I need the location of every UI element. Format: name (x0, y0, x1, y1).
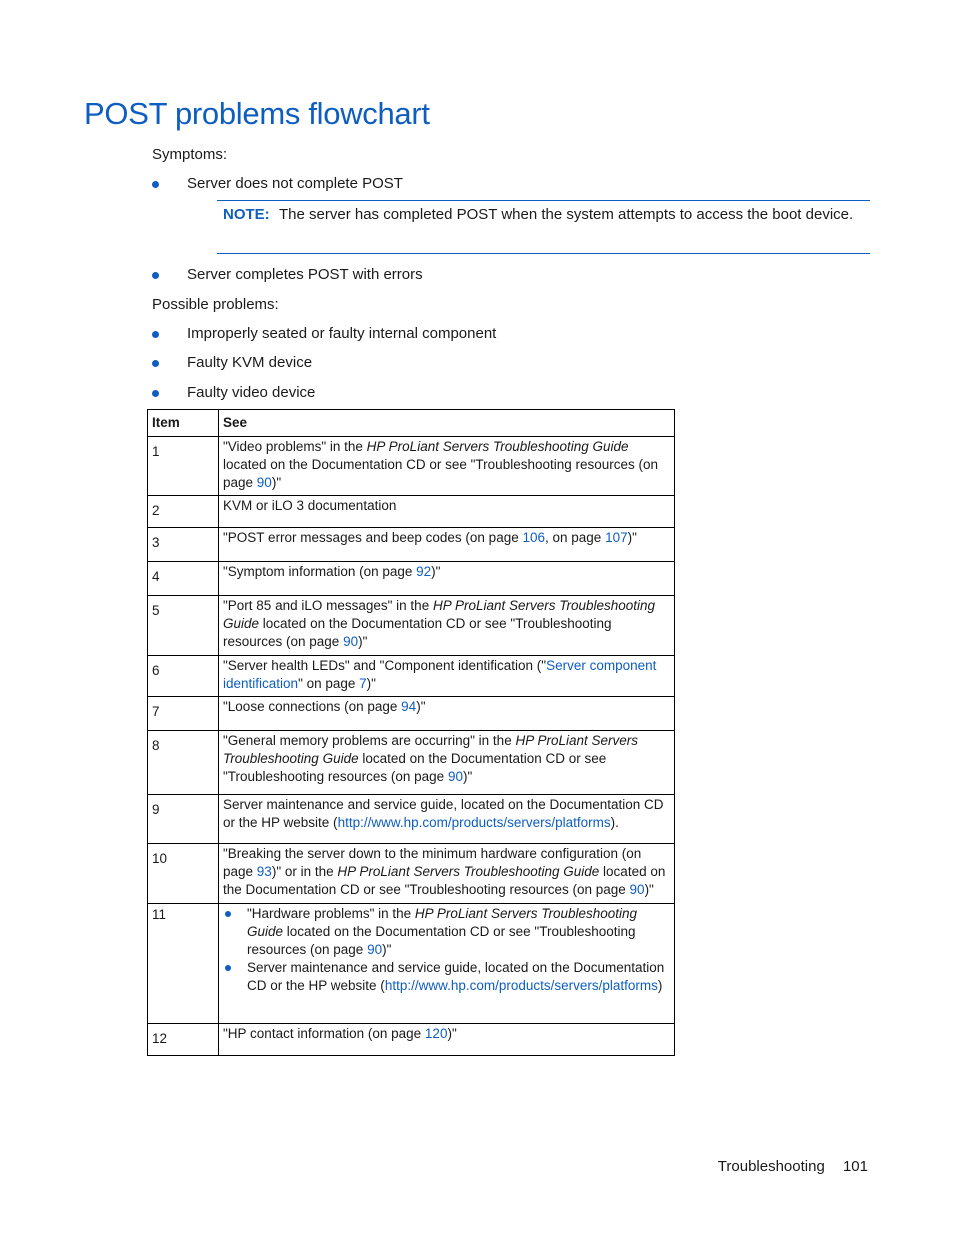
cell-text: located on the Documentation CD or see "Troubleshooting resources (on page (223, 864, 666, 897)
see-reference (219, 795, 675, 844)
cell-text: located on the Documentation CD or see "Troubleshooting resources (on page (223, 751, 607, 784)
item-number: 5 (148, 596, 219, 656)
bullet-icon (152, 390, 159, 397)
page-link[interactable]: http://www.hp.com/products/servers/platforms (384, 978, 658, 993)
see-reference (219, 844, 675, 904)
see-reference (219, 496, 675, 528)
cell-text: KVM or iLO 3 documentation (223, 498, 397, 513)
footer-section: Troubleshooting (717, 1158, 825, 1175)
cell-text: "Loose connections (on page (223, 699, 402, 714)
cell-text: "Hardware problems" in the (247, 906, 415, 921)
item-number: 6 (148, 656, 219, 697)
see-reference (219, 528, 675, 562)
page-link[interactable]: http://www.hp.com/products/servers/platforms (337, 815, 611, 830)
item-number: 11 (148, 904, 219, 1024)
item-number: 7 (148, 697, 219, 731)
table-row (148, 437, 675, 496)
page-link[interactable]: 106 (522, 530, 545, 545)
table-row (148, 731, 675, 795)
item-number: 12 (148, 1024, 219, 1056)
guide-title: HP ProLiant Servers Troubleshooting Guide (247, 906, 638, 939)
item-number: 9 (148, 795, 219, 844)
table-row (148, 656, 675, 697)
see-reference (219, 656, 675, 697)
symptoms-label: Symptoms: (152, 146, 228, 163)
bullet-icon (152, 331, 159, 338)
cell-text: ) (657, 978, 663, 993)
problem-text: Faulty video device (187, 384, 316, 401)
cell-text: "Server health LEDs" and "Component identification (" (223, 658, 547, 673)
list-item (223, 905, 670, 959)
cell-text: "General memory problems are occurring" in the (223, 733, 516, 748)
table-row (148, 562, 675, 596)
bullet-icon (152, 360, 159, 367)
page-link[interactable]: 90 (447, 769, 463, 784)
cell-text: )" (416, 699, 426, 714)
page-footer (718, 1158, 868, 1175)
cell-text: )" (462, 769, 473, 784)
see-reference (219, 437, 675, 496)
see-reference (219, 697, 675, 731)
cell-text: "Video problems" in the (223, 439, 367, 454)
bullet-icon (152, 272, 159, 279)
table-row (148, 795, 675, 844)
cell-text: )" (358, 634, 368, 649)
table-row (148, 1024, 675, 1056)
cell-text: )" (431, 564, 441, 579)
note-label: NOTE: (223, 206, 270, 223)
cell-text: , on page (545, 530, 606, 545)
page-link[interactable]: 7 (359, 676, 367, 691)
page-link[interactable]: 93 (256, 864, 272, 879)
problem-text: Faulty KVM device (187, 354, 313, 371)
page-link[interactable]: 90 (343, 634, 359, 649)
see-reference (219, 731, 675, 795)
cell-text: )" (627, 530, 637, 545)
see-reference (219, 562, 675, 596)
table-header-row (148, 410, 675, 437)
table-row (148, 496, 675, 528)
table-row (148, 697, 675, 731)
guide-title: HP ProLiant Servers Troubleshooting Guide (337, 864, 600, 879)
cell-text: )" (644, 882, 654, 897)
cell-text: ). (610, 815, 619, 830)
item-number: 10 (148, 844, 219, 904)
header-item: Item (148, 410, 219, 437)
page-link[interactable]: 90 (367, 942, 383, 957)
symptom-text: Server completes POST with errors (187, 266, 423, 283)
page-title: POST problems flowchart (84, 96, 430, 131)
cell-text: )" or in the (271, 864, 338, 879)
table-row (148, 596, 675, 656)
note-text: The server has completed POST when the system attempts to access the boot device. (279, 206, 854, 223)
problem-text: Improperly seated or faulty internal component (187, 325, 497, 342)
page-link[interactable]: Server component identification (223, 658, 657, 691)
page-link[interactable]: 120 (424, 1026, 448, 1041)
cell-text: Server maintenance and service guide, located on the Documentation CD or the HP website ( (223, 797, 664, 830)
cell-text: located on the Documentation CD or see "Troubleshooting resources (on page (223, 616, 612, 649)
guide-title: HP ProLiant Servers Troubleshooting Guide (223, 598, 656, 631)
cell-text: "Symptom information (on page (223, 564, 417, 579)
table-row (148, 844, 675, 904)
cell-text: " on page (298, 676, 360, 691)
cell-text: located on the Documentation CD or see "Troubleshooting resources (on page (223, 457, 659, 490)
bullet-icon (152, 181, 159, 188)
item-number: 3 (148, 528, 219, 562)
guide-title: HP ProLiant Servers Troubleshooting Guide (223, 733, 639, 766)
see-reference (219, 1024, 675, 1056)
cell-text: located on the Documentation CD or see "Troubleshooting resources (on page (247, 924, 636, 957)
item-number: 4 (148, 562, 219, 596)
see-reference (219, 904, 675, 1024)
table-row (148, 528, 675, 562)
table-row (148, 904, 675, 1024)
cell-text: "POST error messages and beep codes (on page (223, 530, 523, 545)
cell-text: )" (382, 942, 392, 957)
item-number: 1 (148, 437, 219, 496)
cell-text: )" (271, 475, 282, 490)
bullet-icon (225, 965, 231, 971)
cell-text: "Breaking the server down to the minimum hardware configuration (on page (223, 846, 642, 879)
reference-list (223, 905, 670, 995)
page-link[interactable]: 92 (416, 564, 432, 579)
guide-title: HP ProLiant Servers Troubleshooting Guide (366, 439, 629, 454)
note-box (217, 200, 870, 254)
cell-text: )" (366, 676, 376, 691)
symptom-text: Server does not complete POST (187, 175, 403, 192)
bullet-icon (225, 911, 231, 917)
item-number: 8 (148, 731, 219, 795)
page-link[interactable]: 90 (629, 882, 645, 897)
cell-text: "HP contact information (on page (223, 1026, 425, 1041)
item-number: 2 (148, 496, 219, 528)
table-body (148, 437, 675, 1056)
item-reference-table (147, 409, 675, 1056)
cell-text: )" (447, 1026, 457, 1041)
cell-text: "Port 85 and iLO messages" in the (223, 598, 433, 613)
possible-problems-label: Possible problems: (152, 296, 279, 313)
header-see: See (219, 410, 675, 437)
page-link[interactable]: 94 (401, 699, 417, 714)
footer-page-number: 101 (842, 1158, 868, 1175)
page-link[interactable]: 90 (256, 475, 272, 490)
see-reference (219, 596, 675, 656)
cell-text: Server maintenance and service guide, located on the Documentation CD or the HP website ( (247, 960, 665, 993)
list-item (223, 959, 670, 995)
page-link[interactable]: 107 (605, 530, 628, 545)
